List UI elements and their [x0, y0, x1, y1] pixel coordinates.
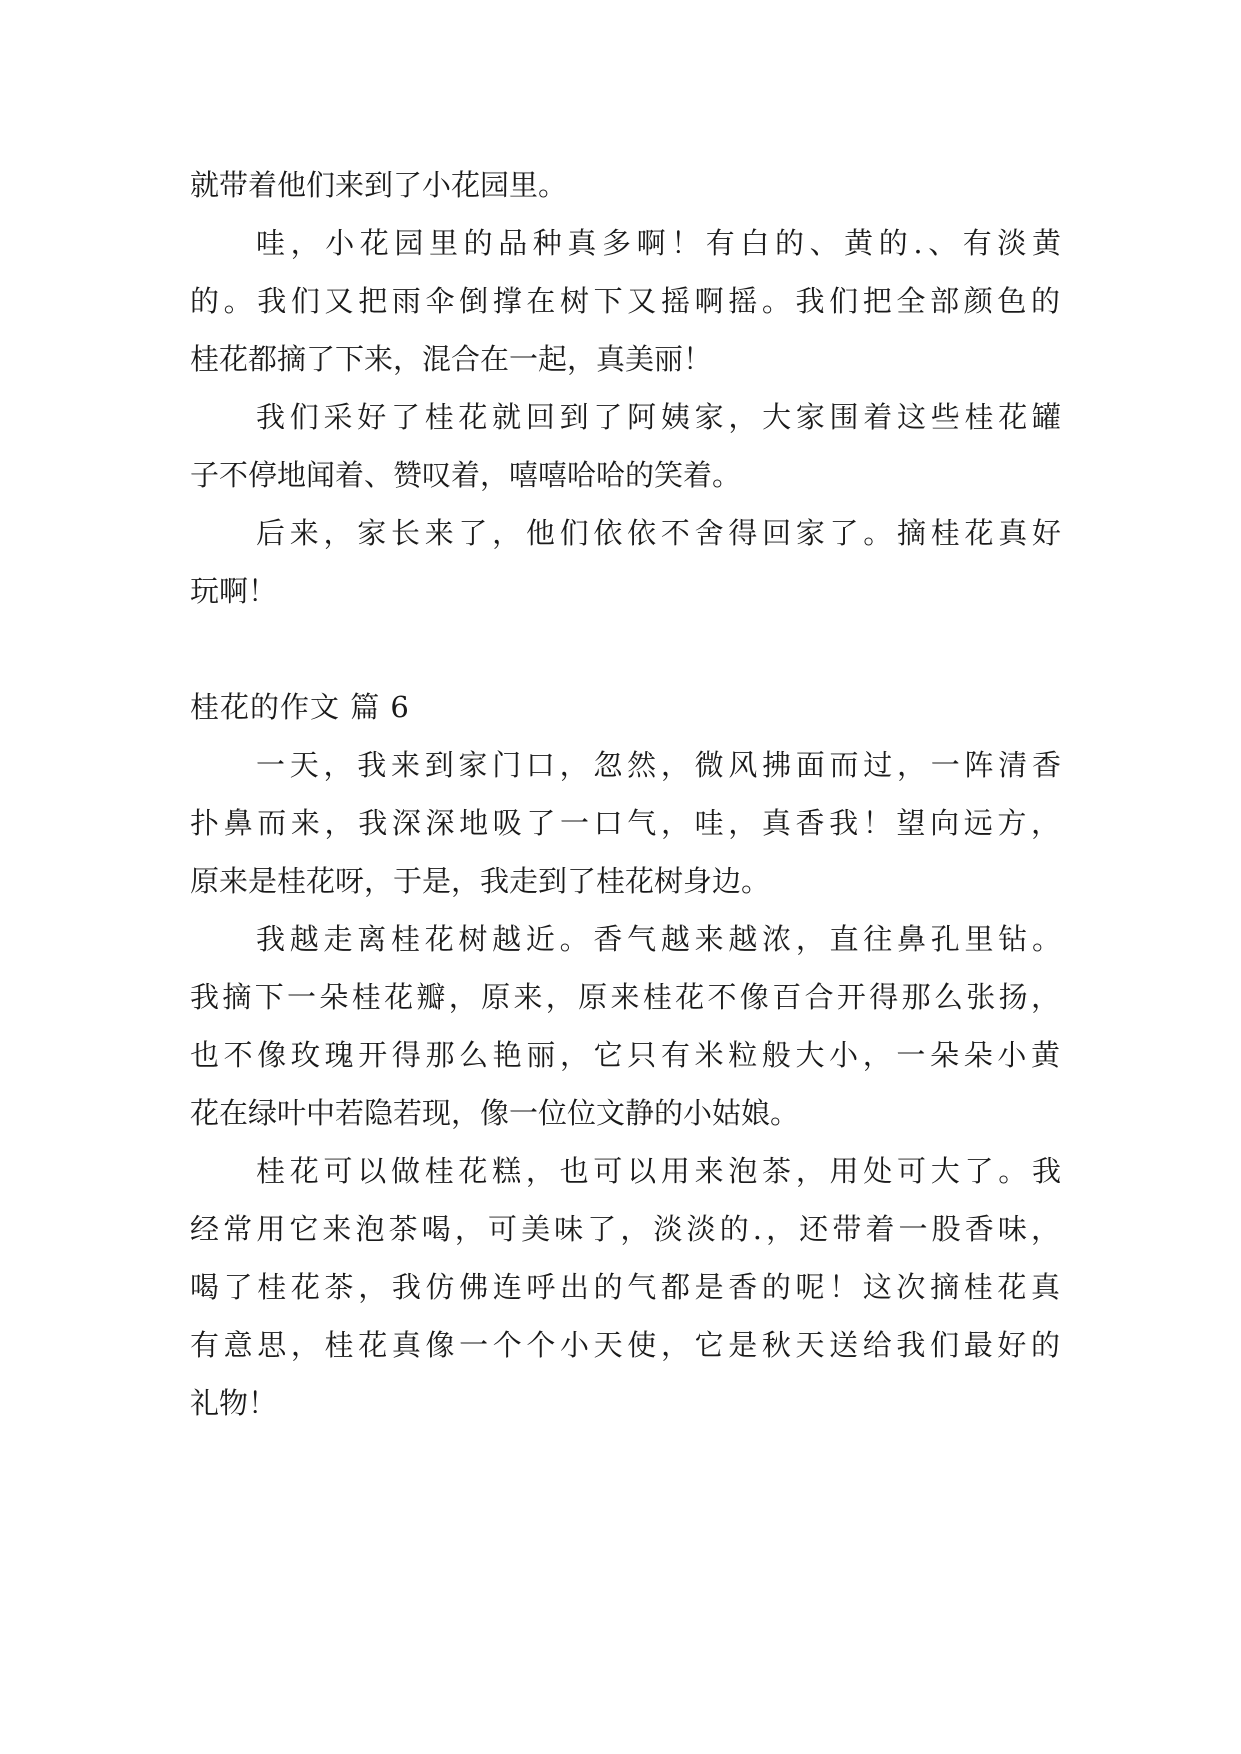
- text-line: 桂花都摘了下来，混合在一起，真美丽！: [190, 342, 713, 376]
- text-line: 也不像玫瑰开得那么艳丽，它只有米粒般大小，一朵朵小黄: [190, 1038, 1060, 1072]
- text-line: 哇，小花园里的品种真多啊！有白的、黄的.、有淡黄: [256, 226, 1061, 260]
- text-line: 喝了桂花茶，我仿佛连呼出的气都是香的呢！这次摘桂花真: [190, 1270, 1060, 1304]
- text-line: 玩啊！: [190, 574, 278, 608]
- text-line: 后来，家长来了，他们依依不舍得回家了。摘桂花真好: [256, 516, 1061, 550]
- text-line: 扑鼻而来，我深深地吸了一口气，哇，真香我！望向远方，: [190, 806, 1060, 840]
- text-line: 就带着他们来到了小花园里。: [190, 168, 568, 202]
- text-line: 经常用它来泡茶喝，可美味了，淡淡的.，还带着一股香味，: [190, 1212, 1060, 1246]
- text-line: 礼物！: [190, 1386, 278, 1420]
- text-line: 有意思，桂花真像一个个小天使，它是秋天送给我们最好的: [190, 1328, 1060, 1362]
- text-line: 的。我们又把雨伞倒撑在树下又摇啊摇。我们把全部颜色的: [190, 284, 1060, 318]
- text-line: 子不停地闻着、赞叹着，嘻嘻哈哈的笑着。: [190, 458, 742, 492]
- text-line: 一天，我来到家门口，忽然，微风拂面而过，一阵清香: [256, 748, 1061, 782]
- text-line: 原来是桂花呀，于是，我走到了桂花树身边。: [190, 864, 771, 898]
- text-line: 我们采好了桂花就回到了阿姨家，大家围着这些桂花罐: [256, 400, 1061, 434]
- section-heading: 桂花的作文 篇 6: [190, 690, 410, 724]
- text-line: 桂花可以做桂花糕，也可以用来泡茶，用处可大了。我: [256, 1154, 1061, 1188]
- text-line: 花在绿叶中若隐若现，像一位位文静的小姑娘。: [190, 1096, 800, 1130]
- text-line: 我越走离桂花树越近。香气越来越浓，直往鼻孔里钻。: [256, 922, 1061, 956]
- text-line: 我摘下一朵桂花瓣，原来，原来桂花不像百合开得那么张扬，: [190, 980, 1060, 1014]
